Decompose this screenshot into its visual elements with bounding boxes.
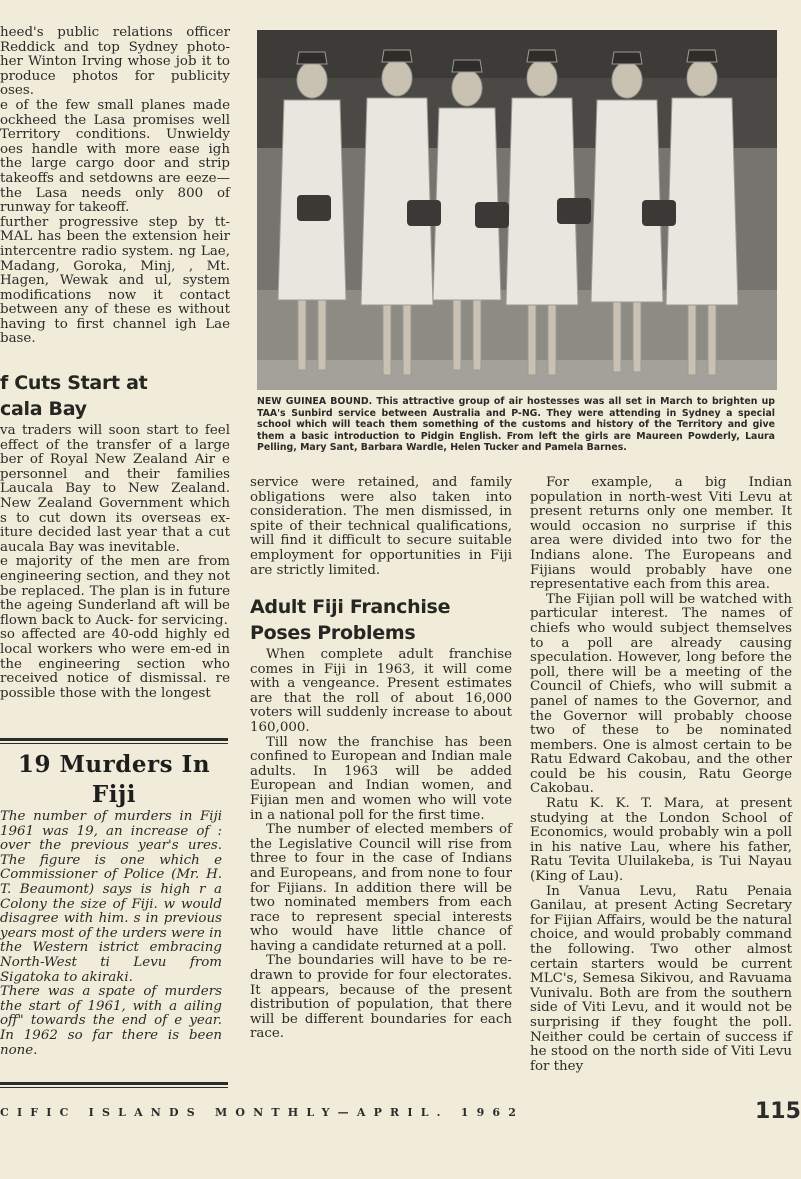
article-paragraph: For example, a big Indian population in north-west Viti Levu at present returns only one member. It would occasion no surprise if this area were divided into two for the Indians alone. The Europeans and Fijians would probably have one representative each from this area. (530, 475, 792, 593)
box-rule-bottom-thin (0, 1087, 228, 1088)
section-heading: Poses Problems (250, 622, 416, 644)
article-paragraph: service were retained, and family obligations were also taken into consideration. The men dismissed, in spite of their technical qualifications, will find it difficult to secure suitable employment for opportunities in Fiji are strictly limited. (250, 475, 512, 578)
section-heading: cala Bay (0, 398, 87, 420)
page-number: 115 (755, 1099, 801, 1124)
box-heading: Fiji (91, 781, 137, 808)
article-paragraph: The Fijian poll will be watched with particular interest. The names of chiefs who would subject themselves to a poll are already causing speculation. However, long before the poll, there will be a meeting of the Council of Chiefs, who will submit a panel of names to the Governor, and the Governor will probably choose two of these to be nominated members. One is almost certain to be Ratu Edward Cakobau, and the other could be his cousin, Ratu George Cakobau. (530, 591, 792, 797)
article-paragraph: e majority of the men are from engineering section, and they not be replaced. The plan is in future the ageing Sunderland aft will be flown back to Auck-​ for servicing. (0, 554, 230, 628)
article-paragraph: When complete adult franchise comes in Fiji in 1963, it will come with a vengeance. Present estimates are that the roll of about 16,000 voters will suddenly increase to about 160,000. (250, 647, 512, 735)
article-paragraph: Ratu K. K. T. Mara, at present studying at the London School of Economics, would probably win a poll in his native Lau, where his father, Ratu Tevita Uluilakeba, is Tui Nayau (King of Lau). (530, 796, 792, 885)
article-paragraph: further progressive step by tt-MAL has been the extension heir intercentre radio system. ng Lae, Madang, Goroka, Minj, , Mt. Hagen, Wewak and ul, system modifications now it contact between any of these es without having to first channel igh Lae base. (0, 214, 230, 347)
article-paragraph: The boundaries will have to be re-​drawn to provide for four electorates. It appears, because of the present distribution of population, that there will be different boundaries for each race. (250, 953, 512, 1042)
article-paragraph: In Vanua Levu, Ratu Penaia Ganilau, at present Acting Secretary for Fijian Affairs, would be the natural choice, and would probably command the following. Two other almost certain starters would be current MLC's, Semesa Sikivou, and Ravuama Vunivalu. Both are from the southern side of Viti Levu, and it would not be surprising if they fought the poll. Neither could be certain of success if he stood on the north side of Viti Levu for they (530, 883, 792, 1074)
photo-caption: NEW GUINEA BOUND. This attractive group of air hostesses was all set in March to brighten up TAA's Sunbird service between Australia and P-NG. They were attending in Sydney a special school which will teach them something of the customs and history of the Territory and give them a basic introduction to Pidgin English. From left the girls are Maureen Powderly, Laura Pelling, Mary Sant, Barbara Wardle, Helen Tucker and Pamela Barnes. (257, 396, 775, 454)
article-paragraph: heed's public relations officer Reddick and top Sydney photo-​her Winton Irving whose job it to produce photos for publicity oses. (0, 25, 230, 99)
article-paragraph: va traders will soon start to feel effect of the transfer of a large ber of Royal New Zealand Air e personnel and their families Laucala Bay to New Zealand. New Zealand Government which s to cut down its overseas ex-​iture decided last year that a cut aucala Bay was inevitable. (0, 423, 230, 555)
article-paragraph: Till now the franchise has been confined to European and Indian male adults. In 1963 will be added European and Indian women, and Fijian men and women who will vote in a national poll for the first time. (250, 734, 512, 823)
photo-air-hostesses (257, 30, 777, 390)
article-paragraph: so affected are 40-odd highly ed local workers who were em-​ed in the engineering section who received notice of dismissal. re possible those with the longest (0, 627, 230, 701)
article-paragraph: The number of elected members of the Legislative Council will rise from three to four in the case of Indians and Europeans, and from none to four for Fijians. In addition there will be two nominated members from each race to represent special interests who would have little chance of having a candidate returned at a poll. (250, 822, 512, 954)
box-rule-bottom (0, 1082, 228, 1085)
box-paragraph: There was a spate of murders the start of 1961, with a ailing off" towards the end of e year. In 1962 so far there is been none. (0, 984, 222, 1058)
section-heading: Adult Fiji Franchise (250, 596, 451, 618)
running-footer: CIFIC ISLANDS MONTHLY—APRIL. 1962 (0, 1106, 525, 1119)
box-rule-top (0, 738, 228, 741)
section-heading: f Cuts Start at (0, 372, 148, 394)
box-heading: 19 Murders In (17, 751, 211, 778)
article-paragraph: e of the few small planes made ockheed the Lasa promises well Territory conditions. Unwieldy oes handle with more ease igh the large cargo door and strip takeoffs and setdowns are eeze—the Lasa needs only 800 of runway for takeoff. (0, 97, 230, 216)
box-rule-top-thin (0, 743, 228, 744)
box-paragraph: The number of murders in Fiji 1961 was 19, an increase of : over the previous year's ures. The figure is one which e Commissioner of Police (Mr. H. T. Beaumont) says is high r a Colony the size of Fiji. w would disagree with him. s in previous years most of the urders were in the Western istrict embracing North-West ti Levu from Sigatoka to akiraki. (0, 809, 222, 985)
